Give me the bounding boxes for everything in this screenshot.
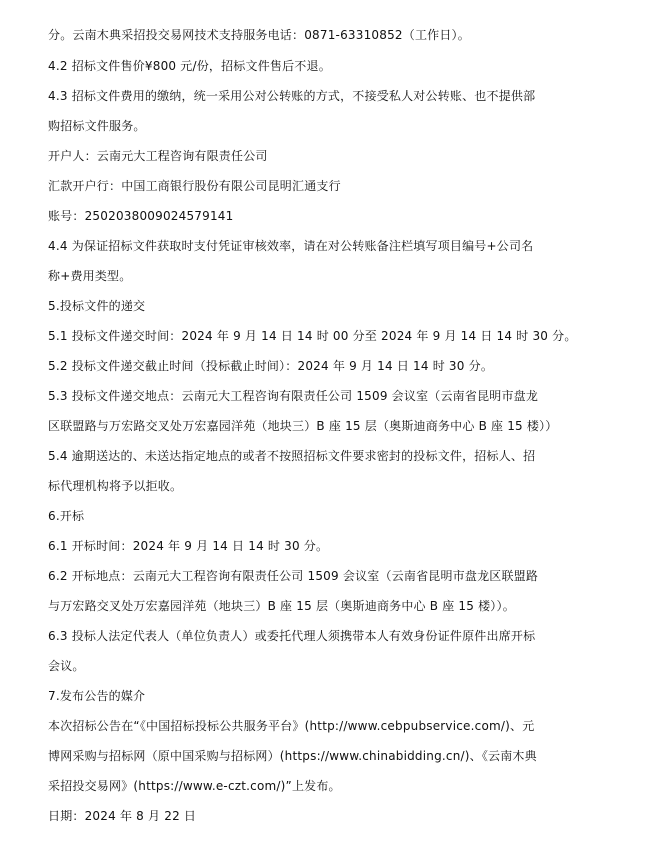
text-line-4-4-cont: 称+费用类型。 [48,269,132,283]
text-line-6-3-cont: 会议。 [48,659,85,673]
text-line-date: 日期：2024 年 8 月 22 日 [48,809,197,823]
text-line-4-3: 4.3 招标文件费用的缴纳，统一采用公对公转账的方式，不接受私人对公转账、也不提供部 [48,89,536,103]
text-line-4-4: 4.4 为保证招标文件获取时支付凭证审核效率，请在对公转账备注栏填写项目编号+公司名 [48,239,534,253]
text-line-5-4: 5.4 逾期送达的、未送达指定地点的或者不按照招标文件要求密封的投标文件，招标人、招 [48,449,536,463]
section-heading-5: 5.投标文件的递交 [48,299,146,313]
text-line-5-3-cont: 区联盟路与万宏路交叉处万宏嘉园洋苑（地块三）B 座 15 层（奥斯迪商务中心 B 座 15 楼）） [48,419,558,433]
text-line-4-2: 4.2 招标文件售价¥800 元/份，招标文件售后不退。 [48,59,331,73]
text-line-7-media-cont-2: 采招投交易网》(https://www.e-czt.com/)”上发布。 [48,779,341,793]
text-line-5-4-cont: 标代理机构将予以拒收。 [48,479,183,493]
text-line-account-number: 账号：2502038009024579141 [48,209,234,223]
text-line-6-2-cont: 与万宏路交叉处万宏嘉园洋苑（地块三）B 座 15 层（奥斯迪商务中心 B 座 15 楼））。 [48,599,515,613]
text-line-5-2: 5.2 投标文件递交截止时间（投标截止时间）：2024 年 9 月 14 日 14 时 30 分。 [48,359,494,373]
text-line-6-3: 6.3 投标人法定代表人（单位负责人）或委托代理人须携带本人有效身份证件原件出席开标 [48,629,536,643]
text-line-account-holder: 开户人：云南元大工程咨询有限责任公司 [48,149,268,163]
section-heading-7: 7.发布公告的媒介 [48,689,146,703]
text-line-6-2: 6.2 开标地点：云南元大工程咨询有限责任公司 1509 会议室（云南省昆明市盘龙区联盟路 [48,569,539,583]
text-line-6-1: 6.1 开标时间：2024 年 9 月 14 日 14 时 30 分。 [48,539,329,553]
section-heading-6: 6.开标 [48,509,85,523]
text-line-7-media: 本次招标公告在“《中国招标投标公共服务平台》(http://www.cebpubservice.com/)、元 [48,719,535,733]
text-line-bank: 汇款开户行：中国工商银行股份有限公司昆明汇通支行 [48,179,341,193]
text-line-7-media-cont: 博网采购与招标网（原中国采购与招标网）(https://www.chinabidding.cn/)、《云南木典 [48,749,537,763]
text-line-4-3-cont: 购招标文件服务。 [48,119,146,133]
text-line-5-1: 5.1 投标文件递交时间：2024 年 9 月 14 日 14 时 00 分至 2024 年 9 月 14 日 14 时 30 分。 [48,329,577,343]
text-line-support-phone: 分。云南木典采招投交易网技术支持服务电话：0871-63310852（工作日）。 [48,28,470,42]
text-line-5-3: 5.3 投标文件递交地点：云南元大工程咨询有限责任公司 1509 会议室（云南省昆明市盘龙 [48,389,539,403]
